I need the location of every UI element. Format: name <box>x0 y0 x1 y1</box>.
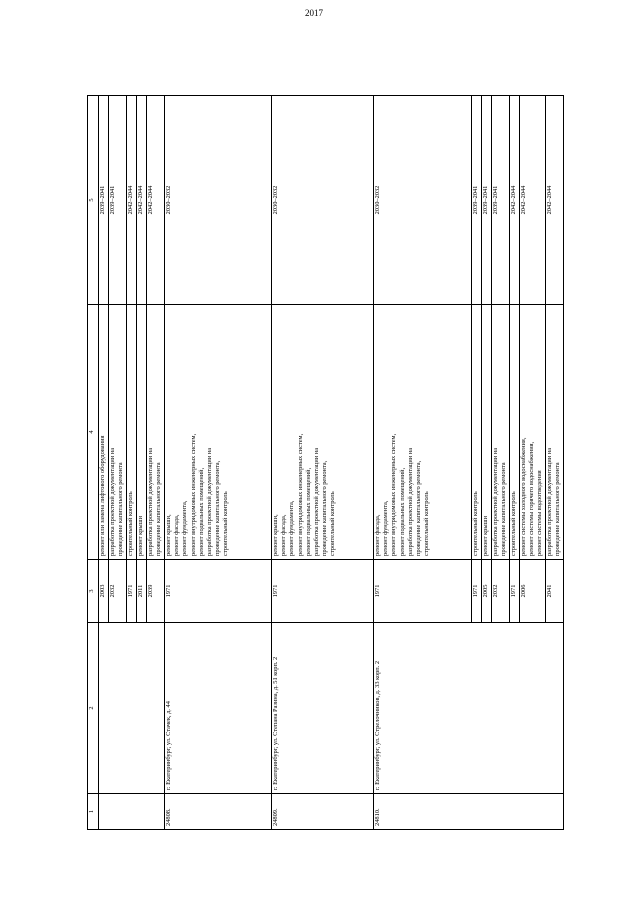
table-row <box>99 96 109 830</box>
period-cell: 2039–2041 <box>109 96 127 305</box>
page-number: 2017 <box>305 8 323 18</box>
address-cell: г. Екатеринбург, ул. Стачек, д. 44 <box>165 623 272 794</box>
work-line: ремонт внутридомовых инженерных систем, <box>189 433 197 556</box>
work-line: проведение капитального ремонта, <box>321 460 329 556</box>
period-cell: 2039–2041 <box>472 96 482 305</box>
col-header: 2 <box>88 623 99 794</box>
col-header: 4 <box>88 305 99 560</box>
year-cell: 2011 <box>137 560 147 623</box>
year-cell: 1971 <box>374 560 472 623</box>
repair-schedule-table <box>87 95 564 830</box>
period-cell: 2042–2044 <box>147 96 165 305</box>
year-cell: 1971 <box>510 560 520 623</box>
period-cell: 2039–2041 <box>482 96 492 305</box>
period-cell: 2042–2044 <box>127 96 137 305</box>
period-cell: 2039–2041 <box>492 96 510 305</box>
year-cell: 2032 <box>492 560 510 623</box>
work-line: ремонт подвальных помещений, <box>304 467 312 556</box>
row-id: 24808. <box>165 794 272 830</box>
work-line: строительный контроль <box>222 491 230 556</box>
work-line: разработка проектной документации на <box>109 447 116 556</box>
work-line: ремонт фасада, <box>374 514 381 556</box>
work-line: ремонт фасада, <box>173 514 181 556</box>
work-line: ремонт крыши, <box>272 514 279 556</box>
work-line: разработка проектной документации на <box>205 447 213 556</box>
rotated-table-container <box>87 96 562 830</box>
work-line: строительный контроль <box>510 491 517 556</box>
year-cell: 2003 <box>99 560 109 623</box>
work-cell <box>492 305 510 560</box>
period-cell: 2030–2032 <box>374 96 472 305</box>
work-line: ремонт системы холодного водоснабжения, <box>520 437 527 556</box>
work-cell <box>99 305 109 560</box>
work-cell <box>109 305 127 560</box>
work-cell <box>165 305 272 560</box>
col-header: 3 <box>88 560 99 623</box>
table-row <box>165 96 272 830</box>
period-cell: 2039–2041 <box>99 96 109 305</box>
work-line: ремонт подвальных помещений, <box>197 467 205 556</box>
work-line: ремонт системы водоотведения <box>536 470 544 556</box>
work-line: ремонт системы горячего водоснабжения, <box>528 441 536 556</box>
work-cell <box>272 305 374 560</box>
year-cell: 1971 <box>472 560 482 623</box>
work-cell <box>137 305 147 560</box>
work-cell <box>510 305 520 560</box>
work-line: проведение капитального ремонта <box>554 462 562 556</box>
year-cell: 1971 <box>272 560 374 623</box>
work-line: разработка проектной документации на <box>312 447 320 556</box>
header-row <box>88 96 99 830</box>
work-cell <box>472 305 482 560</box>
work-line: ремонт или замена лифтового оборудования <box>99 435 106 556</box>
year-cell: 2005 <box>482 560 492 623</box>
work-line: строительный контроль <box>423 491 431 556</box>
work-line: разработка проектной документации на <box>147 447 154 556</box>
year-cell: 2039 <box>147 560 165 623</box>
year-cell: 2041 <box>546 560 564 623</box>
work-line: ремонт фасада, <box>280 514 288 556</box>
work-cell <box>374 305 472 560</box>
row-id <box>99 794 165 830</box>
period-cell: 2042–2044 <box>546 96 564 305</box>
work-line: проведение капитального ремонта <box>117 462 125 556</box>
address-cell: г. Екатеринбург, ул. Степана Разина, д. 51 корп. 2 <box>272 623 374 794</box>
address-cell <box>99 623 165 794</box>
work-line: строительный контроль <box>329 491 337 556</box>
work-line: ремонт фундамента, <box>382 500 390 556</box>
period-cell: 2042–2044 <box>137 96 147 305</box>
period-cell: 2042–2044 <box>520 96 546 305</box>
work-line: ремонт крыши <box>137 515 144 556</box>
work-line: ремонт фундамента, <box>181 500 189 556</box>
work-line: ремонт фундамента, <box>288 500 296 556</box>
work-line: ремонт внутридомовых инженерных систем, <box>296 433 304 556</box>
work-line: проведение капитального ремонта <box>500 462 508 556</box>
work-line: проведение капитального ремонта, <box>214 460 222 556</box>
work-cell <box>127 305 137 560</box>
year-cell: 1971 <box>165 560 272 623</box>
period-cell: 2030–2032 <box>272 96 374 305</box>
work-line: разработка проектной документации на <box>406 447 414 556</box>
work-line: ремонт крыши, <box>165 514 172 556</box>
col-header: 5 <box>88 96 99 305</box>
work-cell <box>546 305 564 560</box>
period-cell: 2042–2044 <box>510 96 520 305</box>
year-cell: 2032 <box>109 560 127 623</box>
address-cell: г. Екатеринбург, ул. Стрелочников, д. 33 корп. 2 <box>374 623 564 794</box>
year-cell: 2006 <box>520 560 546 623</box>
work-line: разработка проектной документации на <box>492 447 499 556</box>
row-id: 24809. <box>272 794 374 830</box>
col-header: 1 <box>88 794 99 830</box>
work-line: проведение капитального ремонта, <box>414 460 422 556</box>
table-row <box>272 96 374 830</box>
work-line: ремонт крыши <box>482 515 489 556</box>
work-cell <box>520 305 546 560</box>
work-line: ремонт внутридомовых инженерных систем, <box>390 433 398 556</box>
work-line: ремонт подвальных помещений, <box>398 467 406 556</box>
work-line: строительный контроль <box>127 491 134 556</box>
work-cell <box>147 305 165 560</box>
period-cell: 2030–2032 <box>165 96 272 305</box>
row-id: 24810. <box>374 794 564 830</box>
work-line: разработка проектной документации на <box>546 447 553 556</box>
table-row <box>374 96 472 830</box>
work-cell <box>482 305 492 560</box>
work-line: строительный контроль <box>472 491 479 556</box>
year-cell: 1971 <box>127 560 137 623</box>
work-line: проведение капитального ремонта <box>155 462 163 556</box>
